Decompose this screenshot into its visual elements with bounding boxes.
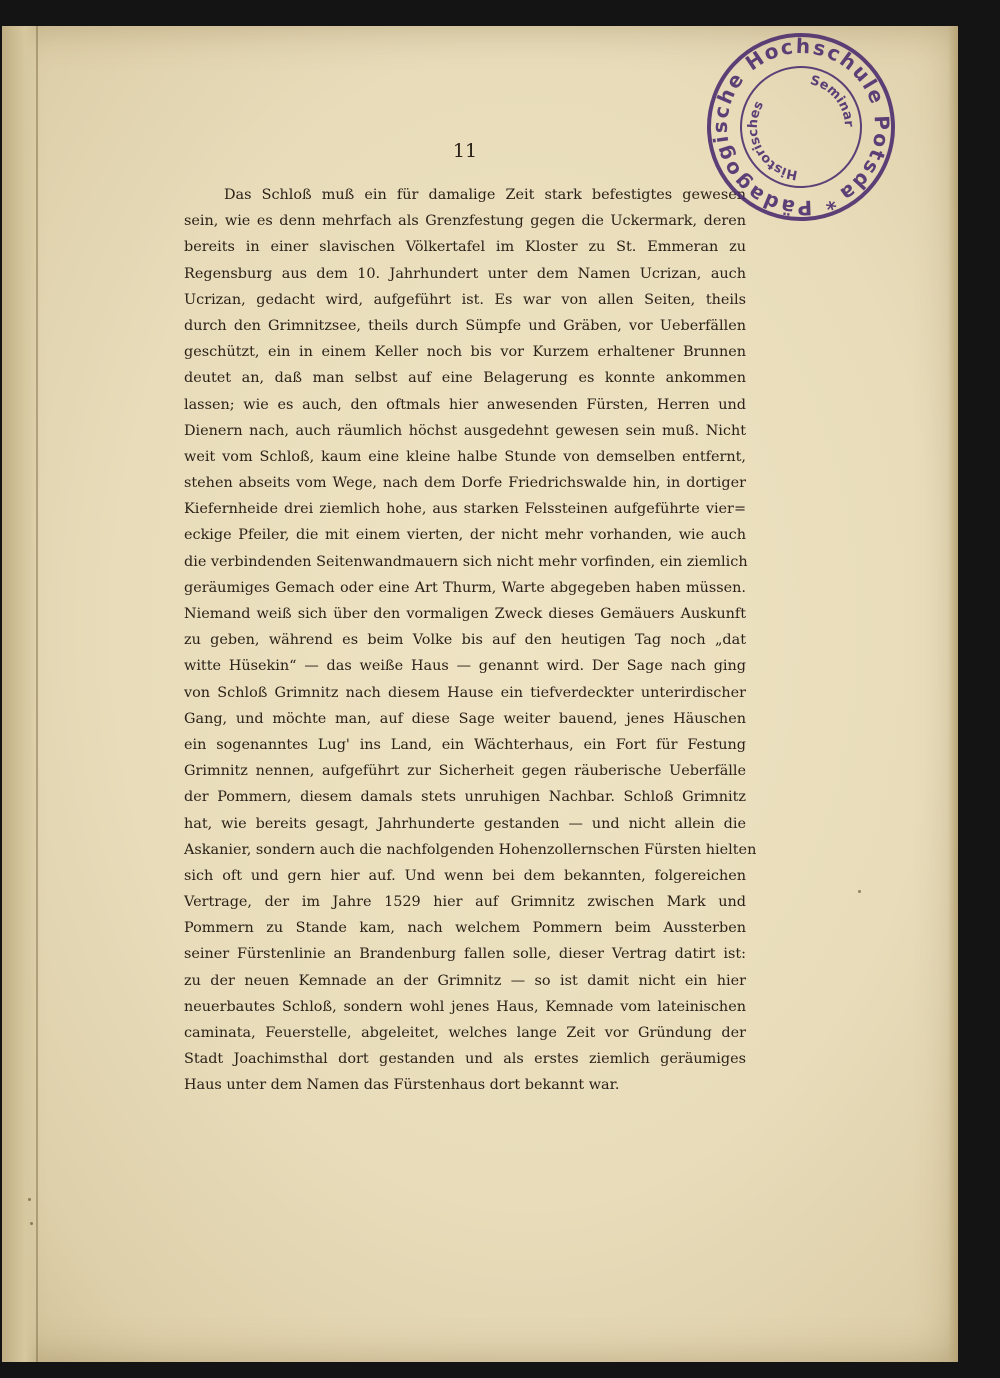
text-line: stehen abseits vom Wege, nach dem Dorfe Friedrichswalde hin, in dortiger [184, 475, 746, 492]
stamp-graphic [704, 30, 898, 224]
text-line: Askanier, sondern auch die nachfolgenden Hohenzollernschen Fürsten hielten [184, 841, 757, 858]
text-line: sich oft und gern hier auf. Und wenn bei dem bekannten, folgereichen [184, 867, 746, 884]
page-binding-shadow [2, 26, 40, 1362]
text-line: ein sogenanntes Lug' ins Land, ein Wächterhaus, ein Fort für Festung [184, 736, 746, 753]
text-line: neuerbautes Schloß, sondern wohl jenes Haus, Kemnade vom lateinischen [184, 998, 746, 1015]
text-line: eckige Pfeiler, die mit einem vierten, der nicht mehr vorhanden, wie auch [184, 527, 746, 544]
text-line: zu geben, während es beim Volke bis auf den heutigen Tag noch „dat [184, 632, 746, 649]
text-line: seiner Fürstenlinie an Brandenburg fallen solle, dieser Vertrag datirt ist: [184, 946, 746, 963]
body-text [184, 182, 757, 1099]
text-line: Niemand weiß sich über den vormaligen Zweck dieses Gemäuers Auskunft [184, 606, 746, 622]
text-line: hat, wie bereits gesagt, Jahrhunderte gestanden — und nicht allein die [184, 815, 746, 832]
text-line: Pommern zu Stande kam, nach welchem Pommern beim Aussterben [184, 920, 746, 937]
stamp-outer-ring [704, 30, 898, 224]
text-line: geschützt, ein in einem Keller noch bis vor Kurzem erhaltener Brunnen [184, 344, 746, 361]
text-line: Vertrage, der im Jahre 1529 hier auf Grimnitz zwischen Mark und [184, 894, 746, 911]
text-line: weit vom Schloß, kaum eine kleine halbe Stunde von demselben entfernt, [184, 448, 746, 465]
binding-fold-line [36, 26, 38, 1362]
text-line: Grimnitz nennen, aufgeführt zur Sicherheit gegen räuberische Ueberfälle [184, 763, 746, 780]
paper-speck [858, 890, 861, 893]
text-line: der Pommern, diesem damals stets unruhigen Nachbar. Schloß Grimnitz [184, 789, 746, 806]
paper-speck [28, 1198, 31, 1201]
text-line: lassen; wie es auch, den oftmals hier anwesenden Fürsten, Herren und [184, 396, 746, 413]
text-line: von Schloß Grimnitz nach diesem Hause ein tiefverdeckter unterirdischer [184, 684, 746, 701]
text-line: durch den Grimnitzsee, theils durch Sümpfe und Gräben, vor Ueberfällen [184, 317, 746, 334]
text-line: deutet an, daß man selbst auf eine Belagerung es konnte ankommen [184, 370, 746, 387]
paper-speck [30, 1222, 33, 1225]
text-line: Regensburg aus dem 10. Jahrhundert unter dem Namen Ucrizan, auch [184, 265, 746, 282]
stamp-inner-text-2: Seminar [808, 73, 857, 128]
text-line: Ucrizan, gedacht wird, aufgeführt ist. Es war von allen Seiten, theils [184, 291, 746, 308]
text-line: Gang, und möchte man, auf diese Sage weiter bauend, jenes Häuschen [184, 710, 746, 727]
text-line: Haus unter dem Namen das Fürstenhaus dort bekannt war. [184, 1077, 620, 1094]
text-line: Das Schloß muß ein für damalige Zeit stark befestigtes gewesen [224, 187, 746, 203]
text-line: Kiefernheide drei ziemlich hohe, aus starken Felssteinen aufgeführte vier= [184, 501, 746, 518]
text-line: bereits in einer slavischen Völkertafel im Kloster zu St. Emmeran zu [184, 239, 746, 256]
text-line: die verbindenden Seitenwandmauern sich nicht mehr vorfinden, ein ziemlich [184, 553, 748, 570]
text-line: geräumiges Gemach oder eine Art Thurm, Warte abgegeben haben müssen. [184, 579, 746, 596]
text-line: zu der neuen Kemnade an der Grimnitz — so ist damit nicht ein hier [184, 972, 746, 989]
stamp-inner-text: Historisches [745, 98, 799, 183]
text-line: sein, wie es denn mehrfach als Grenzfestung gegen die Uckermark, deren [184, 213, 746, 230]
library-stamp [704, 30, 898, 224]
text-line: caminata, Feuerstelle, abgeleitet, welches lange Zeit vor Gründung der [184, 1025, 746, 1041]
page-number: 11 [452, 140, 478, 162]
text-line: Stadt Joachimsthal dort gestanden und als erstes ziemlich geräumiges [184, 1051, 746, 1068]
page-edge-shadow [948, 26, 958, 1362]
text-line: witte Hüsekin“ — das weiße Haus — genannt wird. Der Sage nach ging [184, 658, 746, 675]
stamp-outer-text: * Pädagogische Hochschule Potsdam [707, 33, 895, 221]
text-line: Dienern nach, auch räumlich höchst ausgedehnt gewesen sein muß. Nicht [184, 422, 746, 439]
